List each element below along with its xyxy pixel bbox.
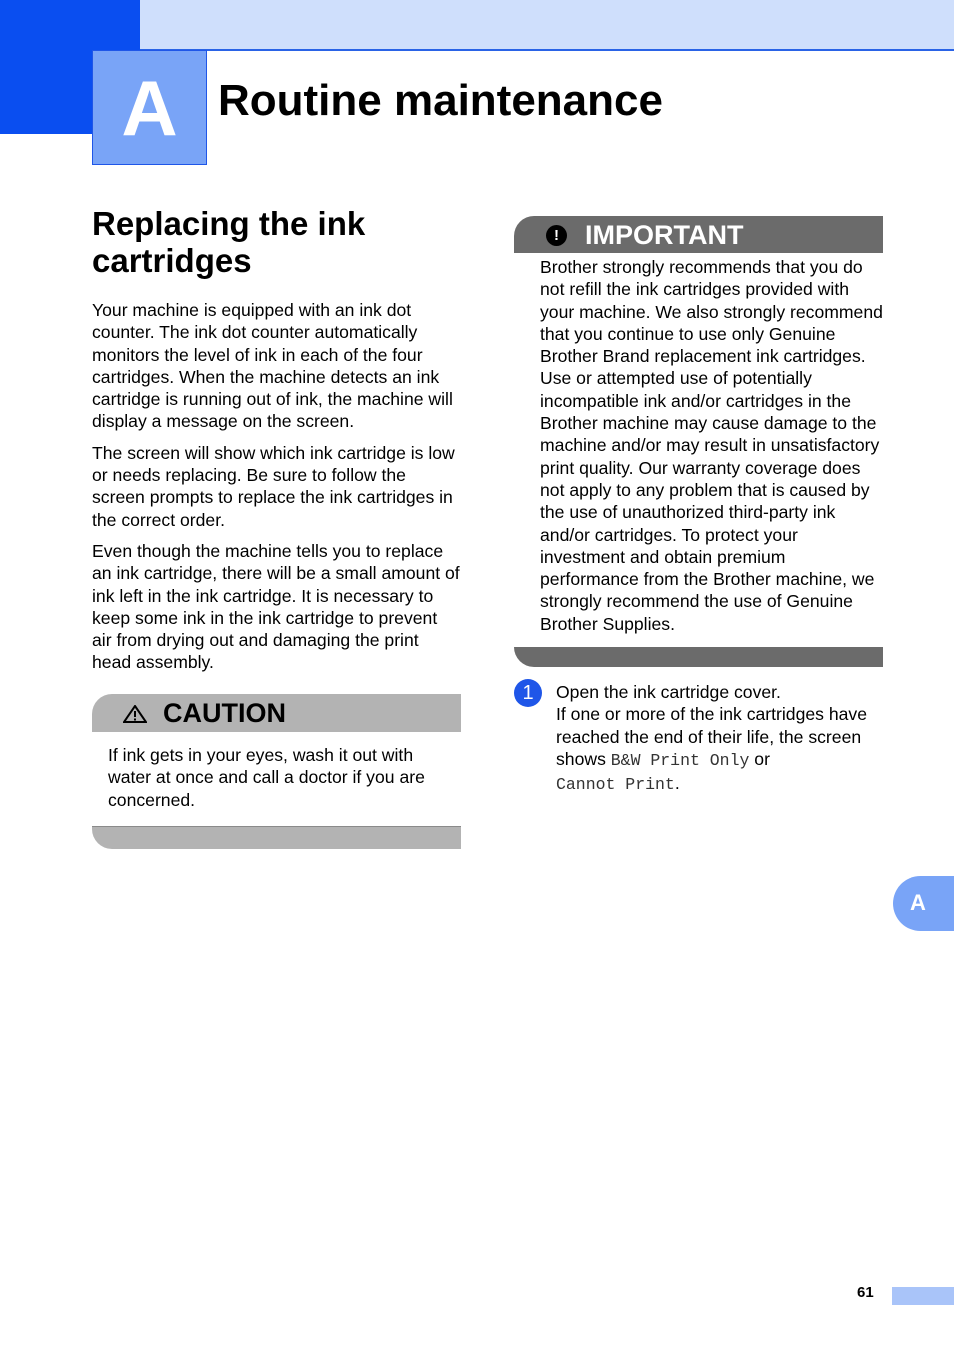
step-line-1: Open the ink cartridge cover.: [556, 682, 781, 702]
important-text: Brother strongly recommends that you do not refill the ink cartridges provided with your machine. We also strongly recommend that you continue to use only Genuine Brother Brand replacement ink cartridges. Use or attempted use of potentially incompatible ink and/or cartridges in the Brother machine may cause damage to the machine and/or may result in unsatisfactory print quality. Our warranty coverage does not apply to any problem that is caused by the use of unauthorized third-party ink and/or cartridges. To protect your investment and obtain premium performance from the Brother machine, we strongly recommend the use of Genuine Brother Supplies.: [540, 257, 883, 634]
header-band: [140, 0, 954, 51]
body-paragraph: Even though the machine tells you to replace an ink cartridge, there will be a small amount of ink left in the ink cartridge. It is necessary to keep some ink in the ink cartridge to prevent air from drying out and damaging the print head assembly.: [92, 540, 460, 673]
caution-text: If ink gets in your eyes, wash it out with water at once and call a doctor if you are concerned.: [108, 745, 425, 810]
exclamation-circle-icon: !: [546, 225, 567, 246]
lcd-message-cannot-print: Cannot Print: [556, 775, 675, 795]
caution-footer: [92, 826, 461, 849]
step-or: or: [749, 748, 770, 769]
chapter-letter-box: A: [92, 50, 207, 165]
important-header: [514, 216, 883, 253]
important-label: IMPORTANT: [585, 220, 744, 250]
caution-label: CAUTION: [163, 698, 286, 728]
step-text: [556, 681, 886, 796]
step-line-2: If one or more of the ink cartridges have reached the end of their life, the screen shows: [556, 704, 867, 769]
important-box: [514, 216, 883, 667]
section-title: Replacing the ink cartridges: [92, 205, 366, 279]
page-number: 61: [857, 1284, 874, 1301]
body-paragraph: Your machine is equipped with an ink dot counter. The ink dot counter automatically monitors the level of ink in each of the four cartridges. When the machine detects an ink cartridge is running out of ink, the machine will display a message on the screen.: [92, 300, 453, 432]
lcd-message-bw-print-only: B&W Print Only: [610, 750, 750, 770]
chapter-title: Routine maintenance: [218, 76, 663, 125]
page-number-bar: [892, 1287, 954, 1305]
chapter-side-tab: A: [893, 876, 954, 931]
step-number-badge: 1: [514, 679, 542, 707]
left-column: [92, 205, 461, 683]
caution-header: [92, 694, 461, 732]
step-end: .: [674, 773, 680, 794]
important-footer: [514, 647, 883, 667]
caution-box: [92, 694, 461, 850]
body-paragraph: The screen will show which ink cartridge is low or needs replacing. Be sure to follow the screen prompts to replace the ink cartridges in the correct order.: [92, 442, 455, 530]
warning-triangle-icon: [123, 705, 147, 723]
